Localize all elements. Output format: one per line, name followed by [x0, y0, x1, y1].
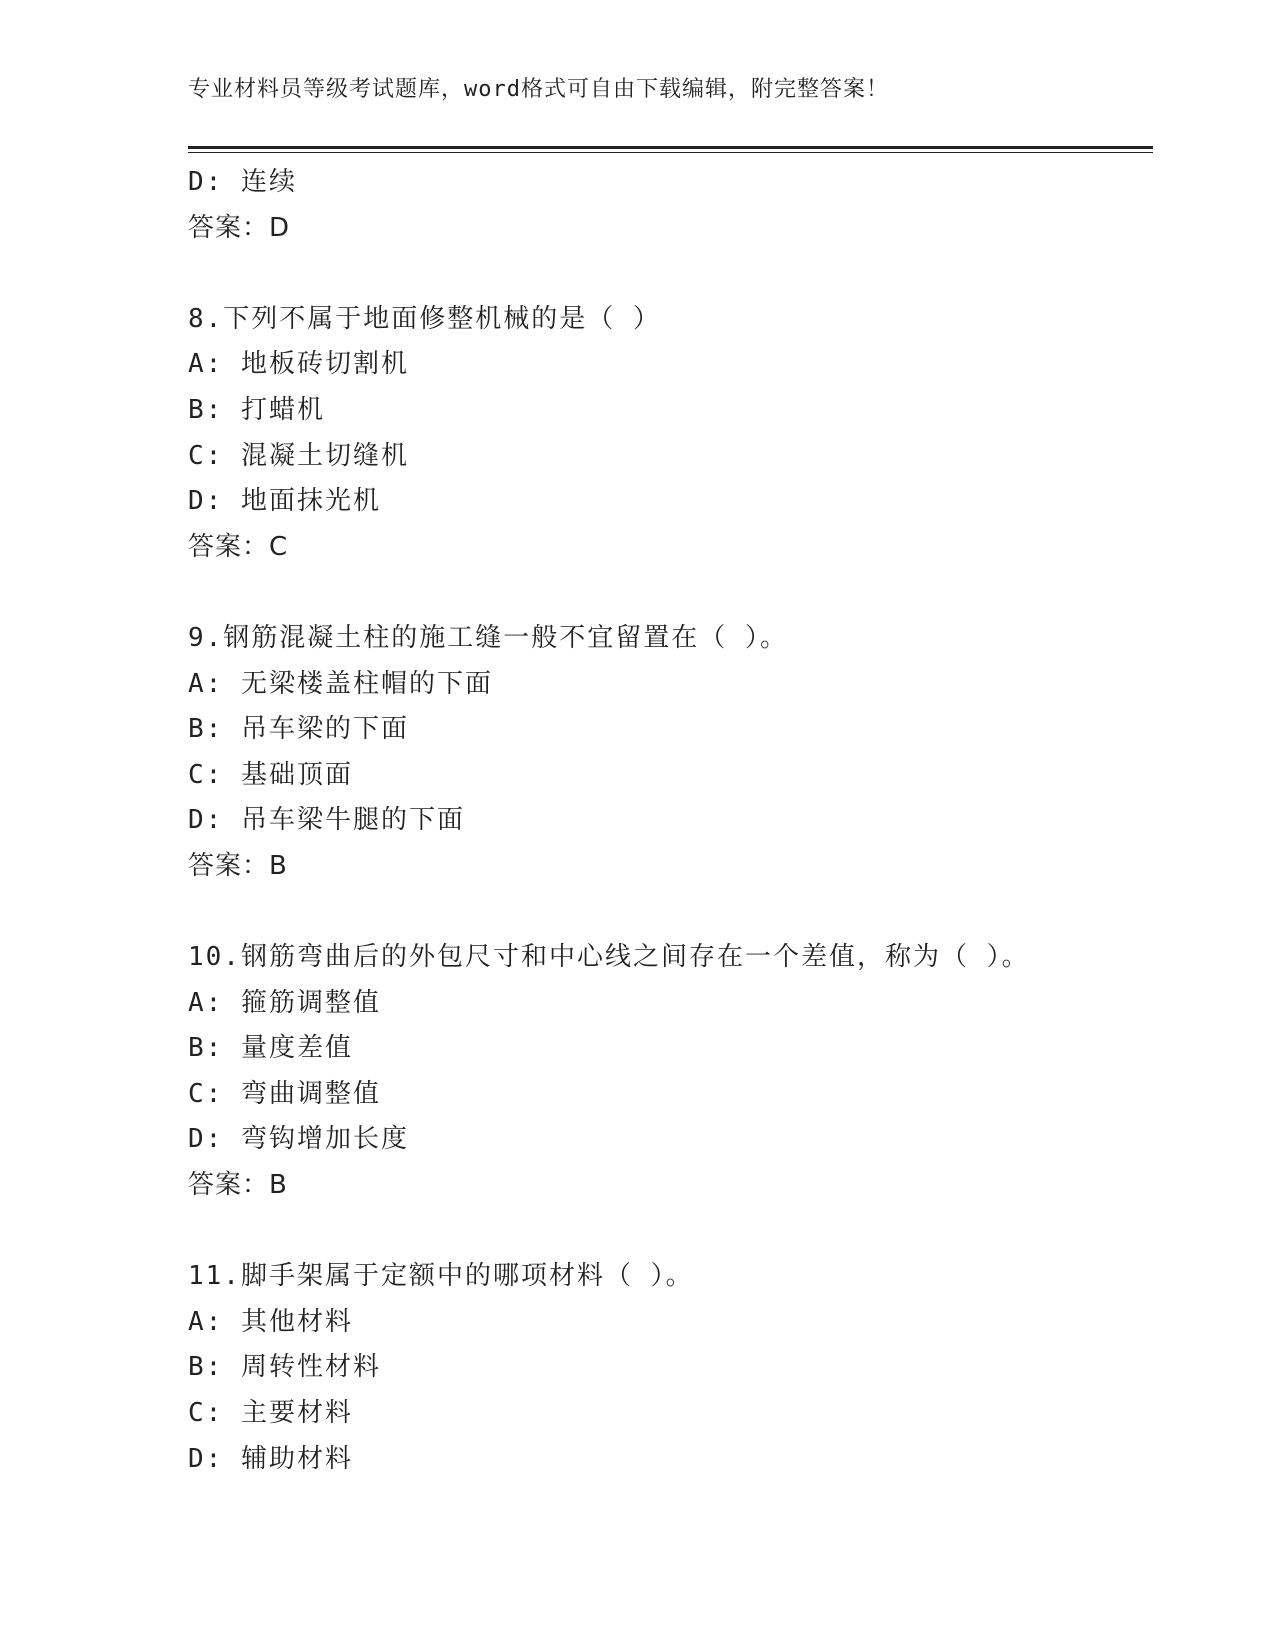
option-a: A: 无梁楼盖柱帽的下面 [188, 668, 493, 699]
spacer [188, 570, 1153, 616]
question-stem: 9.钢筋混凝土柱的施工缝一般不宜留置在（ ）。 [188, 622, 788, 653]
page-header: 专业材料员等级考试题库，word格式可自由下载编辑，附完整答案！ [188, 77, 889, 102]
option-b: B: 量度差值 [188, 1033, 353, 1064]
answer-line: 答案：B [188, 850, 288, 881]
question-stem: 11.脚手架属于定额中的哪项材料（ ）。 [188, 1261, 694, 1292]
spacer [188, 251, 1153, 297]
option-a: A: 其他材料 [188, 1306, 353, 1337]
option-d: D: 弯钩增加长度 [188, 1124, 409, 1155]
option-d: D: 连续 [188, 167, 297, 197]
spacer [188, 1209, 1153, 1255]
option-c: C: 主要材料 [188, 1398, 353, 1429]
answer-line: 答案：B [188, 1170, 288, 1201]
spacer [188, 890, 1153, 936]
question-10 [188, 935, 1153, 1209]
option-b: B: 打蜡机 [188, 394, 325, 425]
option-c: C: 混凝土切缝机 [188, 440, 409, 471]
answer-line: 答案：D [188, 212, 291, 243]
header-rule-thick [188, 146, 1153, 149]
answer-line: 答案：C [188, 531, 289, 562]
option-d: D: 辅助材料 [188, 1443, 353, 1474]
option-b: B: 周转性材料 [188, 1352, 381, 1383]
question-11 [188, 1254, 1153, 1482]
option-c: C: 基础顶面 [188, 759, 353, 790]
option-d: D: 地面抹光机 [188, 486, 381, 517]
question-8 [188, 297, 1153, 571]
option-a: A: 地板砖切割机 [188, 349, 409, 380]
option-d: D: 吊车梁牛腿的下面 [188, 805, 465, 836]
option-a: A: 箍筋调整值 [188, 987, 381, 1018]
question-9 [188, 616, 1153, 890]
question-stem: 10.钢筋弯曲后的外包尺寸和中心线之间存在一个差值，称为（ ）。 [188, 942, 1030, 973]
question-stem: 8.下列不属于地面修整机械的是（ ） [188, 303, 661, 334]
question-list [188, 160, 1153, 1482]
option-c: C: 弯曲调整值 [188, 1078, 381, 1109]
header-rule-thin [188, 152, 1153, 153]
option-b: B: 吊车梁的下面 [188, 714, 409, 745]
